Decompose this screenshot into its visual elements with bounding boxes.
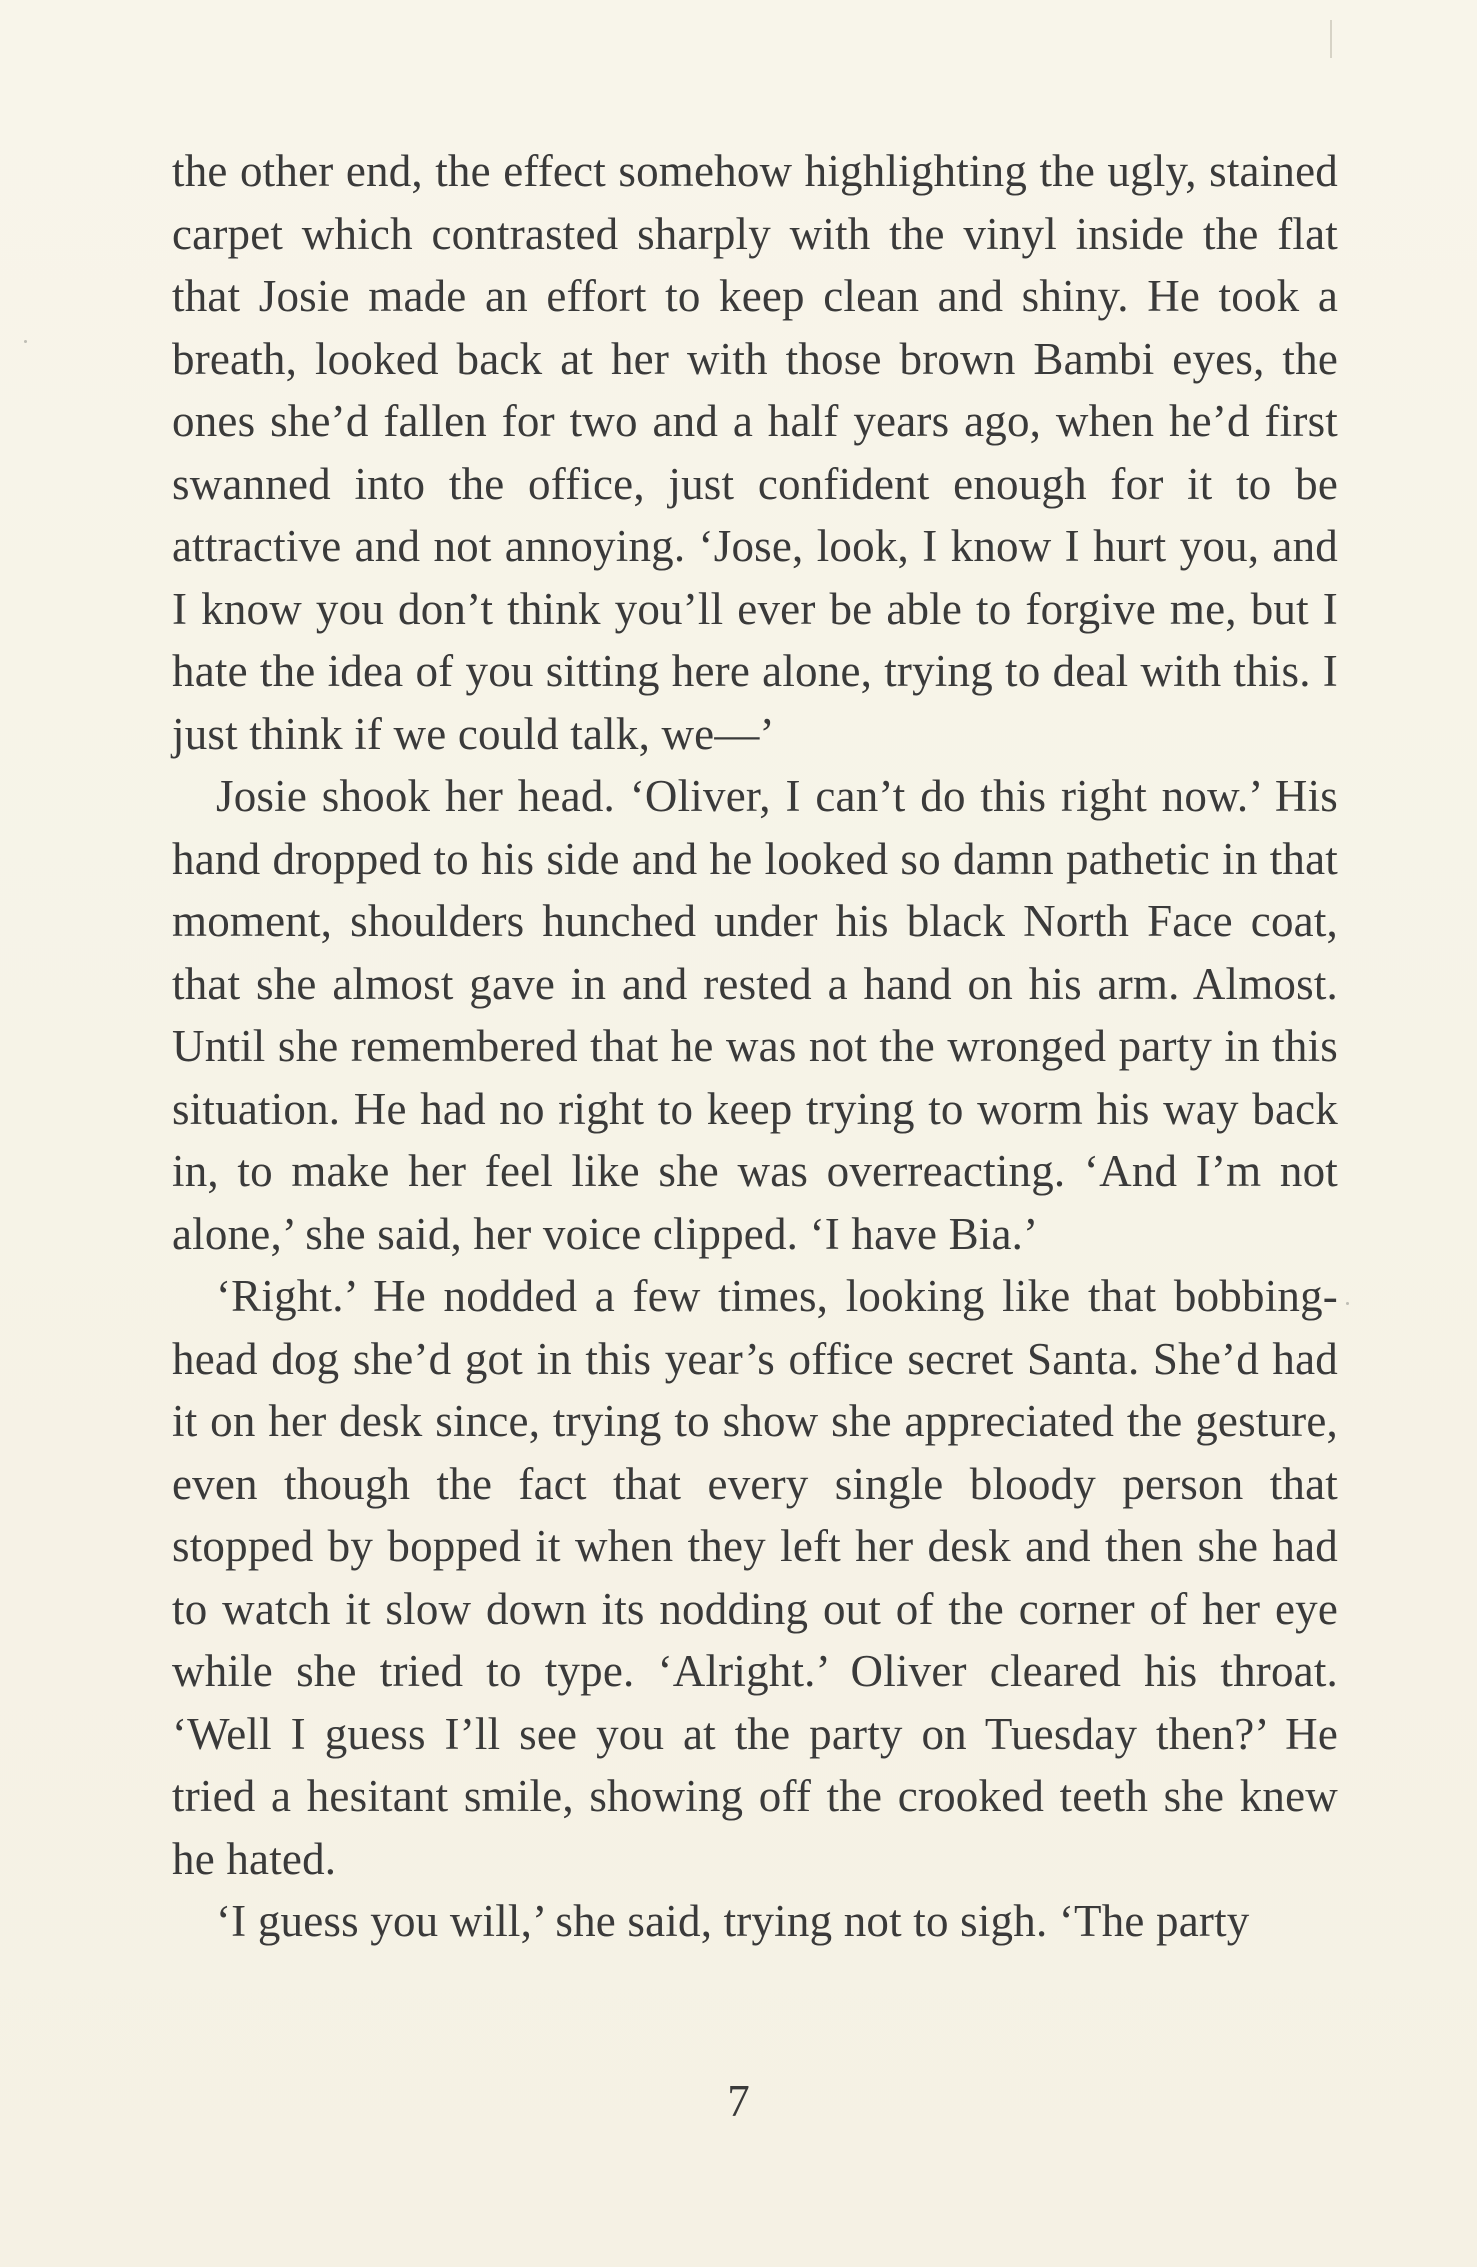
scan-speck [24, 340, 27, 343]
paragraph-1: the other end, the effect somehow highlighting the ugly, stained carpet which contrasted sharply with the vinyl inside the flat that Josie made an effort to keep clean and shiny. He took a breath, looked back at her with those brown Bambi eyes, the ones she’d fallen for two and a half years ago, when he’d first swanned into the office, just confident enough for it to be attractive and not annoying. ‘Jose, look, I know I hurt you, and I know you don’t think you’ll ever be able to forgive me, but I hate the idea of you sitting here alone, trying to deal with this. I just think if we could talk, we—’ [172, 146, 1338, 759]
scan-speck [1346, 1302, 1349, 1305]
scan-edge-mark [1330, 20, 1332, 58]
paragraph-4: ‘I guess you will,’ she said, trying not to sigh. ‘The party [216, 1896, 1250, 1946]
paragraph-3: ‘Right.’ He nodded a few times, looking like that bobbing-head dog she’d got in this year’s office secret Santa. She’d had it on her desk since, trying to show she appreciated the gesture, even though the fact that every single bloody person that stopped by bopped it when they left her desk and then she had to watch it slow down its nodding out of the corner of her eye while she tried to type. ‘Alright.’ Oliver cleared his throat. ‘Well I guess I’ll see you at the party on Tuesday then?’ He tried a hesitant smile, showing off the crooked teeth she knew he hated. [172, 1271, 1338, 1884]
paragraph-2: Josie shook her head. ‘Oliver, I can’t do this right now.’ His hand dropped to his side and he looked so damn pathetic in that moment, shoulders hunched under his black North Face coat, that she almost gave in and rested a hand on his arm. Almost. Until she remembered that he was not the wronged party in this situation. He had no right to keep trying to worm his way back in, to make her feel like she was overreacting. ‘And I’m not alone,’ she said, her voice clipped. ‘I have Bia.’ [172, 771, 1338, 1259]
body-text [172, 140, 1338, 1953]
page-number: 7 [727, 2076, 750, 2126]
